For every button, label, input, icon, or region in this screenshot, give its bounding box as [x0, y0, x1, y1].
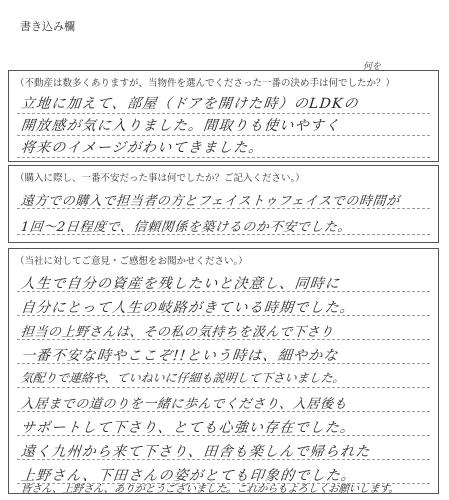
section-biggest-worry — [8, 165, 439, 243]
section-deciding-factor — [8, 62, 439, 162]
section-question: （当社に対してご意見・ご感想をお聞かせください。） — [15, 256, 248, 267]
handwritten-line: 1回〜2日程度で、信頼関係を築けるのか不安でした。 — [20, 220, 352, 235]
handwritten-line: 気配りで連絡や、ていねいに仔細も説明して下さいました。 — [20, 371, 346, 385]
handwritten-line: 担当の上野さんは、その私の気持ちを汲んで下さり — [20, 325, 335, 340]
form-title: 書き込み欄 — [20, 20, 75, 33]
handwritten-line: 入居までの道のりを一緒に歩んでくださり、入居後も — [20, 397, 348, 412]
section-opinions — [8, 248, 439, 494]
handwritten-annotation: 何を — [363, 62, 382, 72]
handwritten-line: 遠く九州から来て下さり、田舎も楽しんで帰られた — [20, 444, 372, 460]
handwritten-line: 遠方での購入で担当者の方とフェイストゥフェイスでの時間が — [20, 194, 401, 209]
handwritten-line: 上野さん、下田さんの姿がとても印象的でした。 — [20, 468, 357, 484]
handwritten-line: サポートして下さり、とても心強い存在でした。 — [20, 420, 357, 436]
handwritten-line: 皆さん、上野さん、ありがとうございました。これからもよろしくお願いします。 — [20, 483, 400, 495]
section-question: （不動産は数多くありますが、当物件を選んでくださった一番の決め手は何でしたか？） — [15, 78, 396, 89]
handwritten-line: 将来のイメージがわいてきました。 — [20, 140, 265, 156]
handwritten-line: 人生で自分の資産を残したいと決意し、同時に — [20, 276, 341, 292]
handwritten-line: 立地に加えて、部屋（ドアを開けた時）のLDKの — [20, 96, 360, 112]
handwritten-line: 自分にとって人生の岐路がきている時期でした。 — [20, 300, 356, 316]
handwritten-line: 開放感が気に入りました。間取りも使いやすく — [20, 118, 341, 134]
section-question: （購入に際し、一番不安だった事は何でしたか？ご記入ください。） — [15, 173, 305, 184]
handwritten-line: 一番不安な時やここぞ!!という時は、細やかな — [20, 348, 340, 364]
